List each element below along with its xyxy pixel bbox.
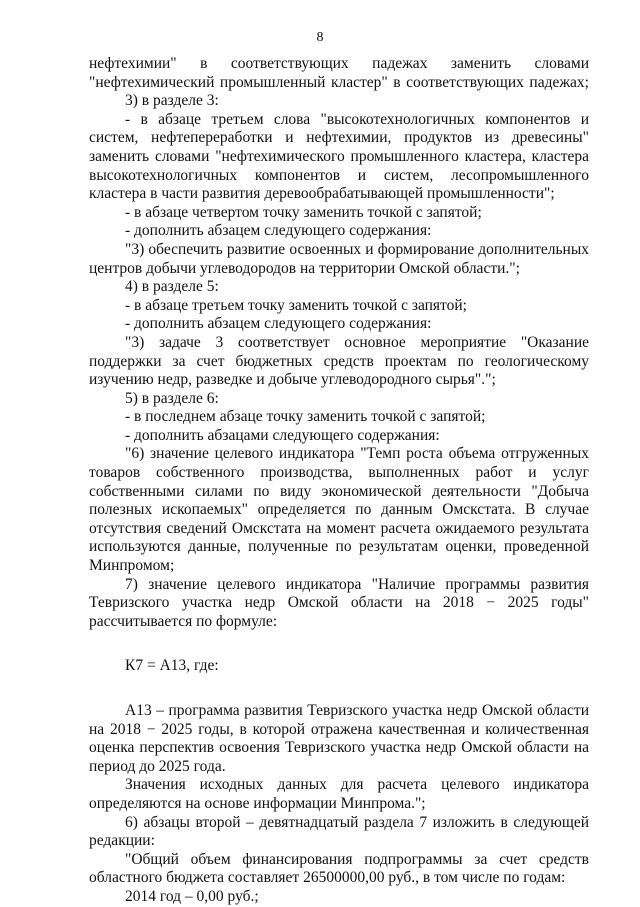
- paragraph: "3) обеспечить развитие освоенных и формирование дополнительных центров добычи углеводородов на территории Омской области.";: [89, 240, 589, 277]
- paragraph: Значения исходных данных для расчета целевого индикатора определяются на основе информации Минпрома.";: [89, 776, 589, 812]
- paragraph: А13 – программа развития Тевризского участка недр Омской области на 2018 − 2025 годы, в которой отражена качественная и количественная оценка перспектив освоения Тевризского участка недр Омской области на период до 2025 года.: [89, 702, 589, 775]
- paragraph: 3) в разделе 3:: [125, 92, 219, 110]
- paragraph: - дополнить абзацем следующего содержания:: [125, 315, 432, 333]
- paragraph: 6) абзацы второй – девятнадцатый раздела 7 изложить в следующей редакции:: [89, 813, 589, 850]
- paragraph: нефтехимии" в соответствующих падежах заменить словами "нефтехимический промышленный кластер" в соответствующих падежах;: [89, 55, 589, 91]
- paragraph: 7) значение целевого индикатора "Наличие программы развития Тевризского участка недр Омской области на 2018 − 2025 годы" рассчитывается по формуле:: [89, 575, 589, 630]
- document-body: [89, 55, 589, 907]
- paragraph: - в абзаце четвертом точку заменить точкой с запятой;: [125, 203, 482, 221]
- page-number: 8: [316, 30, 324, 45]
- paragraph: - в абзаце третьем слова "высокотехнологичных компонентов и систем, нефтепереработки и нефтехимии, продуктов из древесины" заменить словами "нефтехимического промышленного кластера, кластера высокотехнологичных компонентов и систем, лесопромышленного кластера в части развития деревообрабатывающей промышленности";: [89, 110, 589, 203]
- paragraph: - в последнем абзаце точку заменить точкой с запятой;: [125, 408, 486, 426]
- paragraph: 5) в разделе 6:: [125, 389, 219, 407]
- paragraph: "3) задаче 3 соответствует основное мероприятие "Оказание поддержки за счет бюджетных средств проектам по геологическому изучению недр, разведке и добыче углеводородного сырья".";: [89, 333, 589, 389]
- paragraph: "6) значение целевого индикатора "Темп роста объема отгруженных товаров собственного производства, выполненных работ и услуг собственными силами по виду экономической деятельности "Добыча полезных ископаемых" определяется по данным Омскстата. В случае отсутствия сведений Омскстата на момент расчета ожидаемого результата используются данные, полученные по результатам оценки, проведенной Минпромом;: [89, 445, 589, 575]
- paragraph: - дополнить абзацами следующего содержания:: [125, 426, 440, 444]
- paragraph: 2014 год – 0,00 руб.;: [125, 887, 259, 905]
- paragraph: - дополнить абзацем следующего содержания:: [125, 222, 432, 240]
- paragraph: - в абзаце третьем точку заменить точкой с запятой;: [125, 296, 467, 314]
- paragraph: 4) в разделе 5:: [125, 278, 219, 296]
- formula: К7 = А13, где:: [125, 657, 219, 675]
- paragraph: "Общий объем финансирования подпрограммы за счет средств областного бюджета составляет 26500000,00 руб., в том числе по годам:: [89, 850, 589, 887]
